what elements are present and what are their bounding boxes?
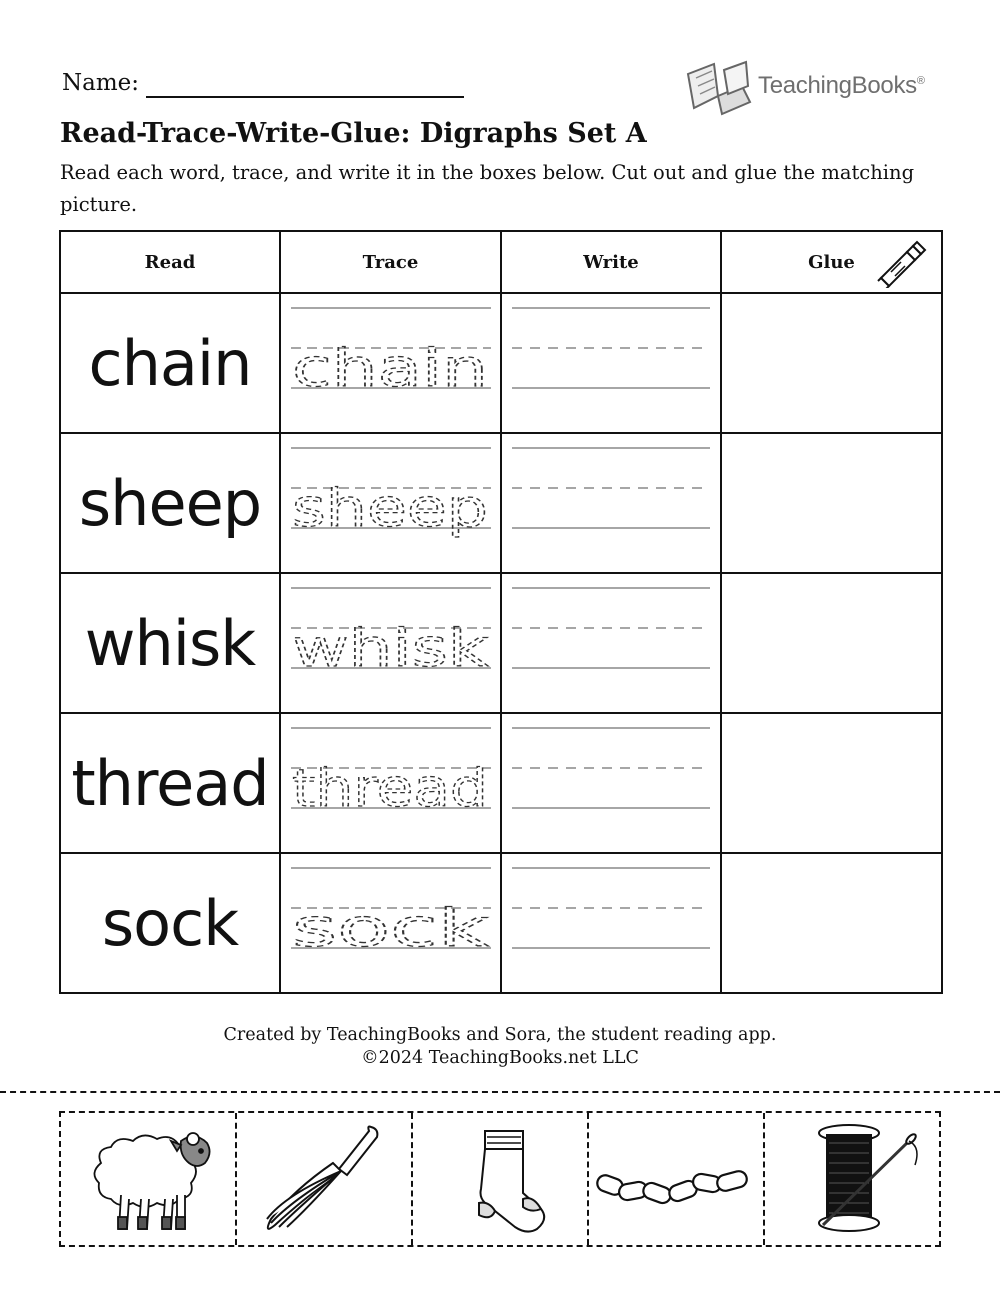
read-word: thread	[60, 713, 280, 853]
glue-label: Glue	[808, 251, 855, 273]
cut-line	[0, 1091, 1000, 1093]
thread-spool-picture[interactable]	[763, 1113, 939, 1245]
column-header-trace: Trace	[280, 231, 501, 293]
name-line[interactable]	[146, 96, 464, 98]
trace-word: thread	[292, 759, 488, 819]
trace-guidelines	[281, 714, 499, 852]
trace-cell[interactable]	[280, 573, 501, 713]
glue-stick-icon	[875, 238, 927, 288]
write-guidelines	[502, 574, 720, 712]
chain-picture[interactable]	[587, 1113, 763, 1245]
trace-guidelines	[281, 434, 499, 572]
glue-cell[interactable]	[721, 433, 942, 573]
trace-guidelines	[281, 854, 499, 992]
thread-spool-icon	[765, 1113, 941, 1245]
word-row	[60, 853, 942, 993]
write-cell[interactable]	[501, 433, 721, 573]
credit-line-2: ©2024 TeachingBooks.net LLC	[361, 1048, 639, 1068]
logo-text: TeachingBooks®	[758, 72, 925, 99]
read-word: sheep	[60, 433, 280, 573]
credit-line-1: Created by TeachingBooks and Sora, the student reading app.	[223, 1025, 777, 1045]
instructions: Read each word, trace, and write it in the boxes below. Cut out and glue the matching picture.	[60, 161, 915, 216]
sheep-icon	[61, 1113, 237, 1245]
word-row	[60, 433, 942, 573]
write-cell[interactable]	[501, 713, 721, 853]
write-guidelines	[502, 714, 720, 852]
write-guidelines	[502, 854, 720, 992]
worksheet-table	[59, 230, 943, 994]
write-cell[interactable]	[501, 293, 721, 433]
sock-icon	[413, 1113, 589, 1245]
write-cell[interactable]	[501, 573, 721, 713]
write-guidelines	[502, 294, 720, 432]
trace-word: chain	[292, 339, 488, 399]
trace-word: sock	[292, 899, 488, 959]
whisk-icon	[237, 1113, 413, 1245]
glue-cell[interactable]	[721, 853, 942, 993]
trace-guidelines	[281, 294, 499, 432]
worksheet-title: Read-Trace-Write-Glue: Digraphs Set A	[60, 118, 647, 149]
word-row	[60, 293, 942, 433]
word-row	[60, 713, 942, 853]
name-label: Name:	[62, 70, 140, 96]
cutout-strip	[59, 1111, 941, 1247]
whisk-picture[interactable]	[235, 1113, 411, 1245]
glue-cell[interactable]	[721, 713, 942, 853]
glue-cell[interactable]	[721, 573, 942, 713]
column-header-glue	[721, 231, 942, 293]
chain-icon	[589, 1113, 765, 1245]
column-header-read: Read	[60, 231, 280, 293]
trace-cell[interactable]	[280, 713, 501, 853]
word-row	[60, 573, 942, 713]
credit	[0, 1024, 1000, 1070]
sock-picture[interactable]	[411, 1113, 587, 1245]
write-guidelines	[502, 434, 720, 572]
read-word: whisk	[60, 573, 280, 713]
write-cell[interactable]	[501, 853, 721, 993]
column-header-write: Write	[501, 231, 721, 293]
read-word: chain	[60, 293, 280, 433]
trace-word: whisk	[292, 619, 488, 679]
trace-cell[interactable]	[280, 433, 501, 573]
trace-cell[interactable]	[280, 853, 501, 993]
trace-guidelines	[281, 574, 499, 712]
sheep-picture[interactable]	[61, 1113, 235, 1245]
glue-cell[interactable]	[721, 293, 942, 433]
trace-cell[interactable]	[280, 293, 501, 433]
read-word: sock	[60, 853, 280, 993]
trace-word: sheep	[292, 479, 488, 539]
open-book-icon	[688, 62, 750, 114]
